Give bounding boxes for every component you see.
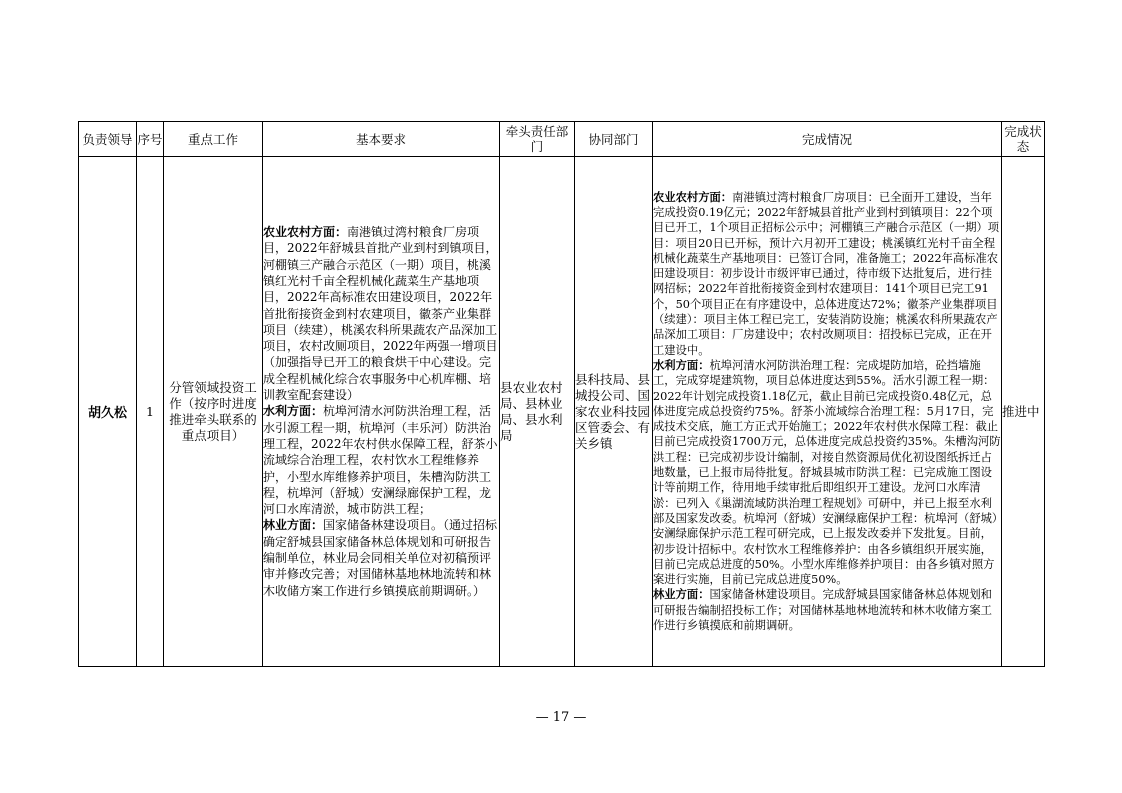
completion-text: 杭埠河清水河防洪治理工程：完成堤防加培，砼挡墙施工，完成穿堤建筑物，项目总体进度达到55%。活水引源工程一期：2022年计划完成投资1.18亿元，截止目前已完成投资0.48亿元，总体进度完成总投资约75%。舒茶小流域综合治理工程：5月17日，完成技术交底，施工方正式开始施工；2022年农村供水保障工程：截止目前已完成投资1700万元，总体进度完成总投资约35%。朱槽沟河防洪工程：已完成初步设计编制，对接自然资源局优化初设图纸拆迁占地数量，已上报市局待批复。舒城县城市防洪工程：已完成施工图设计等前期工作，待用地手续审批后即组织开工建设。龙河口水库清淤：已列入《巢湖流域防洪治理工程规划》可研中，并已上报至水利部及国家发改委。杭埠河（舒城）安澜绿廊保护工程：杭埠河（舒城）安澜绿廊保护示范工程可研完成，已上报发改委并下发批复。目前，初步设计招标中。农村饮水工程维修养护：由各乡镇组织开展实施，目前已完成总进度的50%。小型水库维修养护项目：由各乡镇对照方案进行实施，目前已完成总进度50%。	[653, 358, 1001, 587]
task-cell: 分管领域投资工作（按序时进度推进牵头联系的重点项目）	[164, 157, 263, 667]
requirements-cell	[263, 157, 500, 667]
header-task: 重点工作	[164, 122, 263, 157]
header-completion: 完成情况	[653, 122, 1002, 157]
requirement-paragraph	[263, 517, 499, 598]
header-leader: 负责领导	[79, 122, 137, 157]
requirement-text: 杭埠河清水河防洪治理工程，活水引源工程一期，杭埠河（丰乐河）防洪治理工程，2022年农村供水保障工程，舒茶小流域综合治理工程，农村饮水工程维修养护，小型水库维修养护项目，朱槽沟防洪工程，杭埠河（舒城）安澜绿廊保护工程，龙河口水库清淤，城市防洪工程；	[263, 404, 498, 517]
requirement-paragraph	[263, 224, 499, 403]
status-cell: 推进中	[1002, 157, 1045, 667]
header-requirements: 基本要求	[263, 122, 500, 157]
header-status: 完成状态	[1002, 122, 1045, 157]
page-number: — 17 —	[535, 710, 587, 725]
completion-paragraph	[653, 587, 1001, 633]
header-coop-dept: 协同部门	[575, 122, 653, 157]
leader-cell: 胡久松	[79, 157, 137, 667]
completion-paragraph	[653, 190, 1001, 358]
header-lead-dept: 牵头责任部门	[500, 122, 575, 157]
requirement-paragraph	[263, 403, 499, 517]
coop-dept-cell: 县科技局、县城投公司、国家农业科技园区管委会、有关乡镇	[575, 157, 653, 667]
completion-label: 水利方面：	[653, 358, 710, 372]
completion-text: 国家储备林建设项目。完成舒城县国家储备林总体规划和可研报告编制招投标工作；对国储林基地林地流转和林木收储方案工作进行乡镇摸底和前期调研。	[653, 588, 992, 632]
requirement-text: 国家储备林建设项目。（通过招标确定舒城县国家储备林总体规划和可研报告编制单位，林业局会同相关单位对初稿预评审并修改完善；对国储林基地林地流转和林木收储方案工作进行乡镇摸底前期调研。）	[263, 518, 498, 598]
completion-label: 林业方面：	[653, 588, 710, 602]
header-row	[79, 122, 1045, 157]
completion-paragraph	[653, 358, 1001, 587]
requirement-label: 农业农村方面：	[263, 225, 348, 240]
table-row	[79, 157, 1045, 667]
lead-dept-cell: 县农业农村局、县林业局、县水利局	[500, 157, 575, 667]
completion-label: 农业农村方面：	[653, 190, 733, 204]
completion-text: 南港镇过湾村粮食厂房项目：已全面开工建设，当年完成投资0.19亿元；2022年舒城县首批产业到村到镇项目：22个项目已开工，1个项目正招标公示中；河棚镇三产融合示范区（一期）项目：项目20日已开标，预计六月初开工建设；桃溪镇红光村千亩全程机械化蔬菜生产基地项目：已签订合同，准备施工；2022年高标准农田建设项目：初步设计市级评审已通过，待市级下达批复后，进行挂网招标；2022年首批衔接资金到村农建项目：141个项目已完工91个，50个项目正在有序建设中，总体进度达72%；徽茶产业集群项目（续建）：项目主体工程已完工，安装消防设施；桃溪农科所果蔬农产品深加工项目：厂房建设中；农村改厕项目：招投标已完成，正在开工建设中。	[653, 190, 1000, 357]
completion-cell	[653, 157, 1002, 667]
seq-cell: 1	[137, 157, 164, 667]
requirement-text: 南港镇过湾村粮食厂房项目，2022年舒城县首批产业到村到镇项目，河棚镇三产融合示范区（一期）项目，桃溪镇红光村千亩全程机械化蔬菜生产基地项目，2022年高标准农田建设项目，2022年首批衔接资金到村农建项目，徽茶产业集群项目（续建），桃溪农科所果蔬农产品深加工项目，农村改厕项目，2022年两强一增项目（加强指导已开工的粮食烘干中心建设。完成全程机械化综合农事服务中心机库棚、培训教室配套建设）	[263, 225, 498, 403]
work-progress-table	[78, 121, 1045, 667]
header-seq: 序号	[137, 122, 164, 157]
requirement-label: 林业方面：	[263, 518, 324, 533]
requirement-label: 水利方面：	[263, 404, 324, 419]
